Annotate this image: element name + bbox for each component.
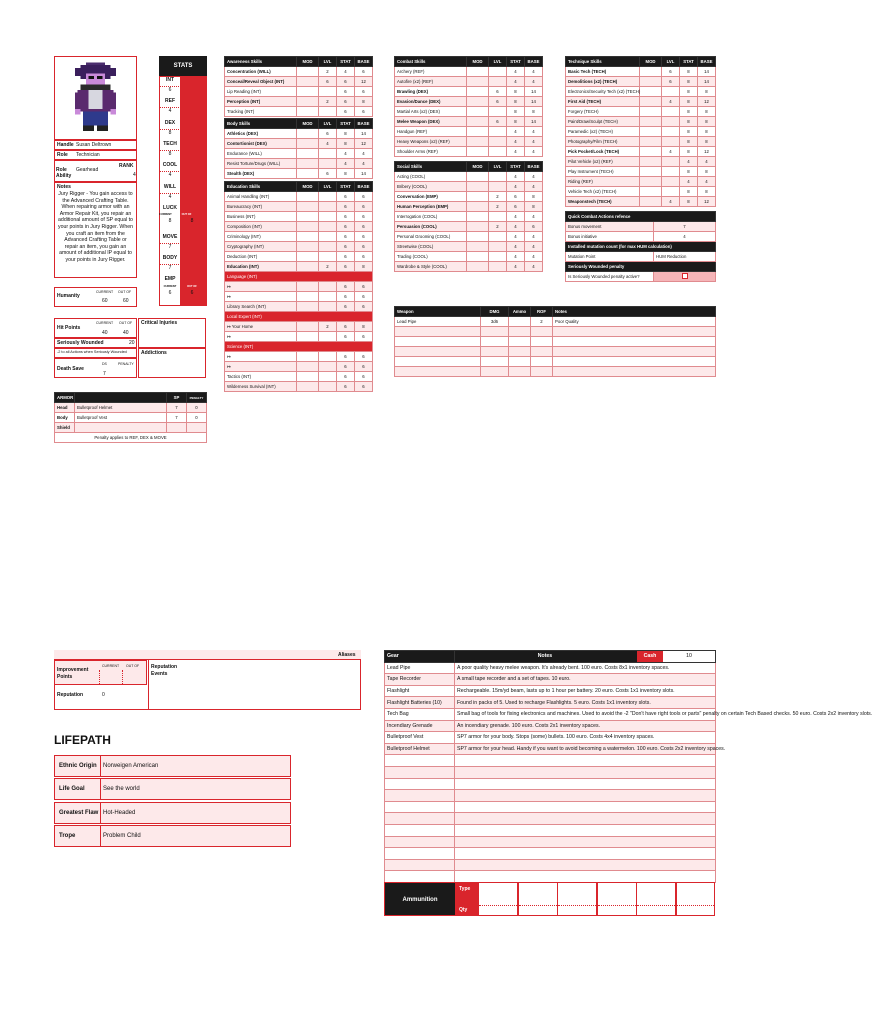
ammo-slot[interactable] (557, 882, 597, 916)
skill-row: First Aid (TECH) 4 8 12 (566, 97, 716, 107)
humanity-current-label: CURRENT (96, 290, 114, 294)
skill-row: ↦ 6 6 (225, 332, 373, 342)
stat-ref-label: REF (165, 98, 175, 105)
skill-row: Persuasion (COOL) 2 4 6 (395, 222, 543, 232)
stats-red-strip (181, 76, 207, 306)
ammo-slot[interactable] (636, 882, 676, 916)
portrait-frame (54, 56, 137, 140)
role-row: Role (54, 150, 137, 160)
ammo-slot[interactable] (518, 882, 558, 916)
skill-row: Wardrobe & Style (COOL) 4 4 (395, 262, 543, 272)
gear-row (385, 790, 716, 802)
weapon-header: Weapon DMG Ammo ROF Notes (395, 307, 716, 317)
skill-row: Resist Torture/Drugs (WILL) 4 4 (225, 159, 373, 169)
skill-row: Deduction (INT) 6 6 (225, 252, 373, 262)
weapon-row (395, 337, 716, 347)
stat-luck-current[interactable]: 8 (168, 217, 172, 224)
weapon-row (395, 347, 716, 357)
skill-row: Tactics (INT) 6 6 (225, 372, 373, 382)
hp-current-label: CURRENT (96, 321, 114, 325)
ammo-type-label: Type (456, 882, 478, 904)
skill-row: Cryptography (INT) 6 6 (225, 242, 373, 252)
ip-current-label: CURRENT (102, 664, 120, 668)
ammo-slot[interactable] (597, 882, 637, 916)
stat-cool-label: COOL (162, 162, 178, 169)
character-portrait (55, 57, 136, 139)
gear-row (385, 778, 716, 790)
gear-row: Flashlight Rechargeable. 15m/yd beam, lasts up to 1 hour per battery. 20 euro. Costs 1x1 inventory slots. (385, 685, 716, 697)
skill-row: Animal Handling (INT) 6 6 (225, 192, 373, 202)
skill-row: Heavy Weapons (x2) (REF) 4 4 (395, 137, 543, 147)
stat-tech-label: TECH (163, 140, 177, 147)
quick-combat-table: Quick Combat Actions refence Bonus movement 7 Bonus initiative 4 Installed mutation count (for max HUM calculation) Mutation Point HUM Reduction Seriously Wounded penalty Is Seriously Wounded penalty active? (565, 211, 716, 282)
stat-will-label: WILL (163, 183, 177, 190)
lifepath-label: Ethnic Origin (59, 763, 97, 769)
skill-row: Endurance (WILL) 4 4 (225, 149, 373, 159)
skill-subheader: Language (INT) (225, 272, 373, 282)
wounded-note: -2 to all Actions when Seriously Wounded (54, 348, 137, 358)
reputation-value[interactable]: 0 (102, 692, 105, 698)
gear-row (385, 824, 716, 836)
skill-row: Criminology (INT) 6 6 (225, 232, 373, 242)
lifepath-row (54, 778, 291, 800)
skill-header: Education Skills MOD LVL STAT BASE (225, 182, 373, 192)
skill-row: Paint/Draw/Sculpt (TECH) 8 8 (566, 117, 716, 127)
skill-row: Handgun (REF) 4 4 (395, 127, 543, 137)
skill-row: Basic Tech (TECH) 6 8 14 (566, 67, 716, 77)
ip-current[interactable] (99, 670, 121, 684)
stats-header: STATS (159, 56, 207, 76)
cash-value[interactable]: 10 (663, 651, 715, 662)
handle-value[interactable]: Susan Deltrown (76, 142, 112, 148)
skill-row: Martial Arts (x2) (DEX) 8 8 (395, 107, 543, 117)
hp-max-label: OUT OF (119, 321, 133, 325)
stat-luck-max[interactable]: 8 (190, 217, 194, 224)
lifepath-value[interactable]: Hot-Headed (103, 809, 136, 816)
gear-row (385, 813, 716, 825)
lifepath-label: Trope (59, 832, 76, 839)
notes-box: Notes Jury Rigger - You gain access to the Advanced Crafting Table. When repairing armor with an Armor Repair Kit, you repair an additional amount of SP equal to your points in Jury Rigger. When you craft an item from the Advanced Crafting Table or repair an item, you gain an amount of additional IP equal to your points in Jury Rigger. (54, 182, 137, 278)
skill-row: Interrogation (COOL) 4 4 (395, 212, 543, 222)
addictions-box: Addictions (138, 348, 206, 378)
weapon-row (395, 367, 716, 377)
skill-row: Library Search (INT) 6 6 (225, 302, 373, 312)
skill-row: ↦ Your Home 2 6 8 (225, 322, 373, 332)
lifepath-row (54, 802, 291, 824)
gear-row (385, 801, 716, 813)
humanity-max[interactable]: 60 (123, 298, 129, 304)
ammo-slot[interactable] (676, 882, 715, 916)
stat-body-label: BODY (162, 255, 178, 262)
skill-row: ↦ 6 6 (225, 352, 373, 362)
skill-row: Concentration (WILL) 2 4 6 (225, 67, 373, 77)
gear-row: Bulletproof Helmet SP7 armor for your head. Handy if you want to avoid becoming a watermelon. 100 euro. Costs 2x2 inventory spaces. (385, 743, 716, 755)
stat-move-value[interactable]: 7 (159, 243, 181, 250)
humanity-label: Humanity (57, 293, 80, 299)
skill-row: Bureaucracy (INT) 6 6 (225, 202, 373, 212)
stat-move-label: MOVE (162, 233, 178, 240)
skill-row: ↦ 6 6 (225, 282, 373, 292)
skill-row: Lip Reading (INT) 6 6 (225, 87, 373, 97)
skill-row: Acting (COOL) 4 4 (395, 172, 543, 182)
hp-current[interactable]: 40 (102, 330, 108, 336)
stat-body-value[interactable]: 7 (159, 264, 181, 271)
weapon-row: Lead Pipe 3d6 2 Poor Quality (395, 317, 716, 327)
lifepath-value[interactable]: Norweigen American (103, 763, 159, 769)
armor-note: Penalty applies to REF, DEX & MOVE (55, 433, 207, 443)
gear-row: Tech Bag Small bag of tools for fixing electronics and machines. Used to avoid the -2 "Don't have right tools or parts" penalty on certain Tech Based checks. 50 euro. Costs 2x2 inventory slots. (385, 708, 716, 720)
penalty-checkbox[interactable] (682, 273, 688, 279)
seriously-wounded-value[interactable]: 20 (129, 340, 135, 346)
lifepath-title: LIFEPATH (54, 733, 111, 747)
gear-row (385, 848, 716, 860)
gear-row: Tape Recorder A small tape recorder and a set of tapes. 10 euro. (385, 674, 716, 686)
skill-row: Brawling (DEX) 6 8 14 (395, 87, 543, 97)
ammunition-label: Ammunition (384, 882, 456, 916)
armor-row: Body Bulletproof Vest 7 0 (55, 413, 207, 423)
skill-row: Riding (REF) 4 4 (566, 177, 716, 187)
skill-row: Athletics (DEX) 6 8 14 (225, 129, 373, 139)
ds-label: DS (102, 362, 107, 366)
stat-tech-value[interactable]: 8 (159, 150, 181, 157)
gear-row (385, 836, 716, 848)
skill-row: Personal Grooming (COOL) 4 4 (395, 232, 543, 242)
skill-row: Bribery (COOL) 4 4 (395, 182, 543, 192)
skill-row: Evasion/Dance (DEX) 6 8 14 (395, 97, 543, 107)
lifepath-label: Life Goal (59, 786, 85, 793)
stat-int-value[interactable]: 6 (159, 86, 181, 93)
skill-row: Streetwise (COOL) 4 4 (395, 242, 543, 252)
stat-cool-value[interactable]: 4 (159, 171, 181, 178)
skill-row: Trading (COOL) 4 4 (395, 252, 543, 262)
ammo-qty-label: Qty (456, 904, 478, 916)
humanity-max-label: OUT OF (118, 290, 132, 294)
skill-row: Play Instrument (TECH) 8 8 (566, 167, 716, 177)
hp-max[interactable]: 40 (123, 330, 129, 336)
gear-row: Flashlight Batteries (10) Found in packs of 5. Used to recharge Flashlights. 5 euro. Costs 1x1 inventory slots. (385, 697, 716, 709)
reputation-label: Reputation (57, 692, 84, 698)
gear-row (385, 755, 716, 767)
technique-skills-table (565, 56, 716, 207)
ds-penalty-label: PENALTY (118, 362, 134, 366)
skill-subheader: Local Expert (INT) (225, 312, 373, 322)
ammo-slot[interactable] (478, 882, 518, 916)
stat-luck-label: LUCK (163, 204, 177, 211)
skill-row: Business (INT) 6 6 (225, 212, 373, 222)
humanity-current[interactable]: 60 (102, 298, 108, 304)
stat-emp-label: EMP (164, 276, 176, 283)
stat-emp-current[interactable]: 6 (168, 290, 172, 297)
stat-dex-value[interactable]: 8 (159, 129, 181, 136)
gear-header: Gear Notes Cash 10 (385, 651, 716, 663)
death-save-value[interactable]: 7 (103, 371, 106, 377)
skill-subheader: Science (INT) (225, 342, 373, 352)
skill-row: Pick Pocket/Lock (TECH) 4 8 12 (566, 147, 716, 157)
skill-row: Education (INT) 2 6 8 (225, 262, 373, 272)
skill-row: Electronics/Security Tech (x2) (TECH) 8 8 (566, 87, 716, 97)
skill-row: Perception (INT) 2 6 8 (225, 97, 373, 107)
ip-max-label: OUT OF (126, 664, 140, 668)
notes-text[interactable]: Jury Rigger - You gain access to the Advanced Crafting Table. When repairing armor with an Armor Repair Kit, you repair an additional amount of SP equal to your points in Jury Rigger. When you craft an item from the Advanced Crafting Table or repair an item, you gain an amount of additional IP equal to your points in Jury Rigger. (58, 191, 133, 263)
skill-row: Weaponstech (TECH) 4 8 12 (566, 197, 716, 207)
ip-max[interactable] (122, 670, 146, 684)
lifepath-value[interactable]: See the world (103, 786, 140, 793)
armor-row: Shield (55, 423, 207, 433)
skill-row: Stealth (DEX) 6 8 14 (225, 169, 373, 179)
gear-row: Incendiary Grenade An incendiary grenade. 100 euro. Costs 2x1 inventory spaces. (385, 720, 716, 732)
seriously-wounded-row: Seriously Wounded (54, 338, 137, 348)
skill-header: Combat Skills MOD LVL STAT BASE (395, 57, 543, 67)
skill-row: Human Perception (EMP) 2 6 8 (395, 202, 543, 212)
skill-header: Body Skills MOD LVL STAT BASE (225, 119, 373, 129)
gear-row (385, 766, 716, 778)
skill-row: Conversation (EMP) 2 6 8 (395, 192, 543, 202)
skill-row: Autofire (x2) (REF) 4 4 (395, 77, 543, 87)
rep-events-label: Reputation Events (151, 664, 178, 677)
skill-row: Contortionist (DEX) 4 8 12 (225, 139, 373, 149)
body-skills-table (224, 118, 373, 179)
handle-row: Handle (54, 140, 137, 150)
combat-skills-table (394, 56, 543, 157)
skill-row: Shoulder Arms (REF) 4 4 (395, 147, 543, 157)
skill-row: Forgery (TECH) 8 8 (566, 107, 716, 117)
skill-row: Conceal/Reveal Object (INT) 6 6 12 (225, 77, 373, 87)
armor-table: ARMOR SP PENALTY Head Bulletproof Helmet 7 0 Body Bulletproof Vest 7 0 Shield Penalty applies to REF, DEX & MOVE (54, 392, 207, 443)
skill-row: Melee Weapon (DEX) 6 8 14 (395, 117, 543, 127)
rank-value[interactable]: 4 (133, 172, 136, 178)
skill-row: Wilderness Survival (INT) 6 6 (225, 382, 373, 392)
stat-dex-label: DEX (164, 119, 176, 126)
skill-row: Archery (REF) 4 4 (395, 67, 543, 77)
lifepath-label: Greatest Flaw (59, 809, 99, 816)
weapon-row (395, 327, 716, 337)
skill-row: ↦ 6 6 (225, 292, 373, 302)
skill-row: Pilot Vehicle (x2) (REF) 4 4 (566, 157, 716, 167)
lifepath-value[interactable]: Problem Child (103, 832, 141, 839)
gear-row (385, 859, 716, 871)
gear-row: Bulletproof Vest SP7 armor for your body. Stops (some) bullets. 100 euro. Costs 4x4 inventory spaces. (385, 732, 716, 744)
weapon-row (395, 357, 716, 367)
role-ability-label: Role Ability (56, 167, 72, 179)
armor-row: Head Bulletproof Helmet 7 0 (55, 403, 207, 413)
lifepath-row (54, 825, 291, 847)
aliases-label: Aliases (338, 652, 356, 658)
ip-label: Improvement Points (57, 667, 89, 680)
stat-ref-value[interactable]: 4 (159, 107, 181, 114)
gear-row: Lead Pipe A poor quality heavy melee weapon. It's already bent. 100 euro. Costs 8x1 inventory spaces. (385, 662, 716, 674)
rank-label: RANK (119, 163, 134, 169)
skill-row: Paramedic (x2) (TECH) 8 8 (566, 127, 716, 137)
aliases-bar (54, 650, 361, 660)
education-skills-table (224, 181, 373, 392)
gear-row (385, 871, 716, 883)
rep-events-area[interactable] (148, 660, 361, 710)
skill-row: Vehicle Tech (x2) (TECH) 8 8 (566, 187, 716, 197)
death-save-label: Death Save (57, 366, 84, 372)
gear-table (384, 650, 872, 883)
skill-row: Demolitions (x2) (TECH) 6 8 14 (566, 77, 716, 87)
awareness-skills-table (224, 56, 373, 117)
skill-header: Social Skills MOD LVL STAT BASE (395, 162, 543, 172)
skill-row: Photography/Film (TECH) 8 8 (566, 137, 716, 147)
skill-row: Tracking (INT) 6 6 (225, 107, 373, 117)
lifepath-row (54, 755, 291, 777)
skill-header: Technique Skills MOD LVL STAT BASE (566, 57, 716, 67)
stat-will-value[interactable]: 4 (159, 193, 181, 200)
hit-points-label: Hit Points (57, 325, 81, 331)
skill-header: Awareness Skills MOD LVL STAT BASE (225, 57, 373, 67)
cash-label: Cash (637, 651, 663, 662)
skill-row: Composition (INT) 6 6 (225, 222, 373, 232)
role-value[interactable]: Technician (76, 152, 100, 158)
weapon-table (394, 306, 716, 377)
stat-emp-max[interactable]: 6 (190, 290, 194, 297)
role-ability-value[interactable]: Gearhead (76, 167, 99, 173)
stat-int-label: INT (165, 77, 175, 83)
critical-injuries-box: Critical Injuries (138, 318, 206, 348)
skill-row: ↦ 6 6 (225, 362, 373, 372)
social-skills-table (394, 161, 543, 272)
